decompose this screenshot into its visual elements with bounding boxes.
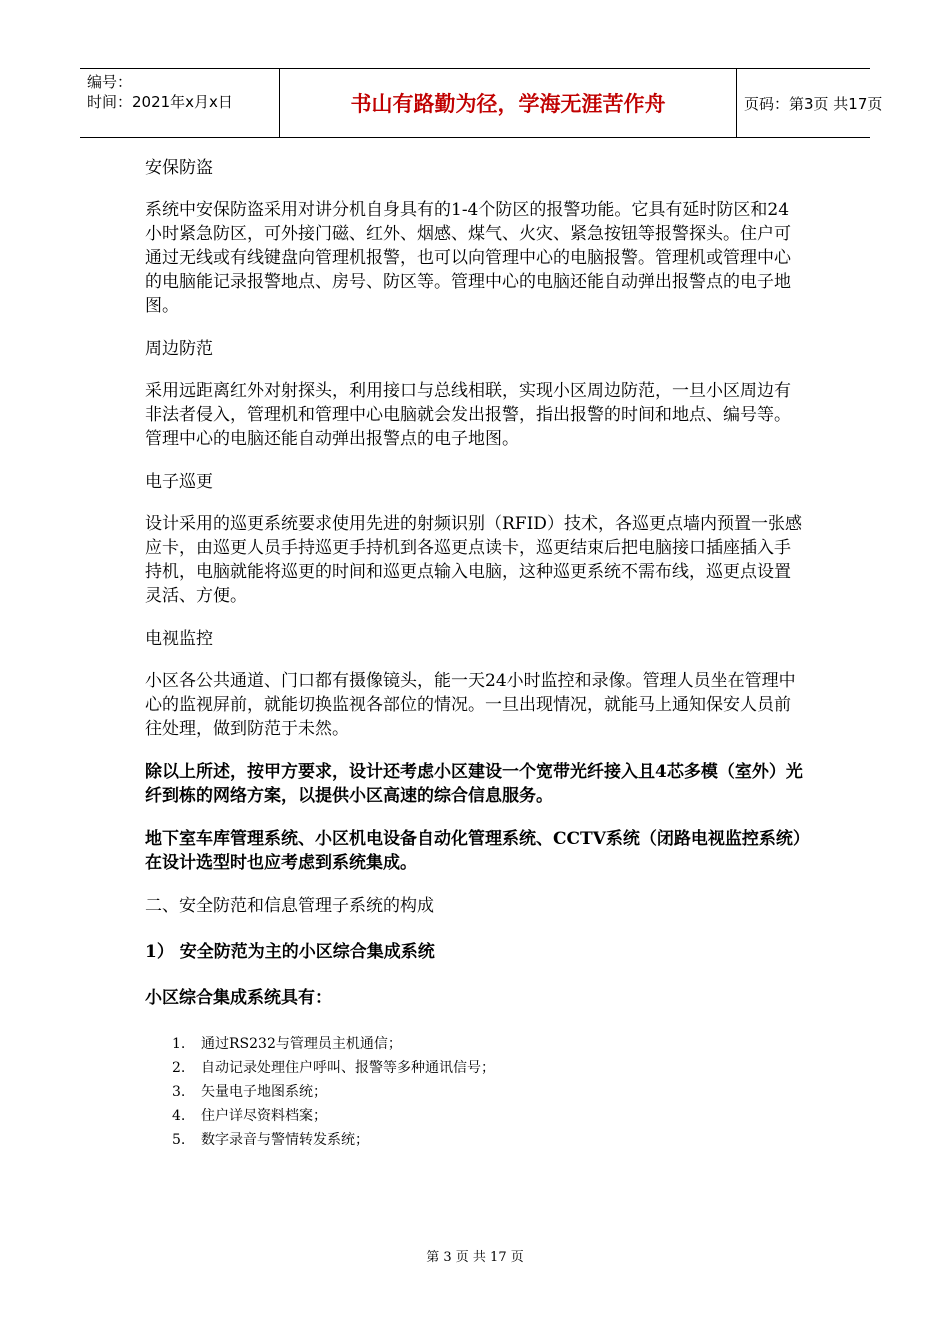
page-footer: 第 3 页 共 17 页: [426, 1250, 524, 1265]
header-info-cell: [80, 69, 280, 137]
document-date-label: 时间：2021年x月x日: [87, 93, 233, 111]
list-item: [145, 1032, 805, 1056]
header-motto: 书山有路勤为径，学海无涯苦作舟: [280, 69, 737, 137]
section-heading: 周边防范: [145, 339, 213, 359]
list-item-number: 3.: [172, 1084, 186, 1100]
subsection-title: 1） 安全防范为主的小区综合集成系统: [145, 942, 435, 962]
list-item-text: 矢量电子地图系统；: [201, 1084, 327, 1100]
section-paragraph: 设计采用的巡更系统要求使用先进的射频识别（RFID）技术，各巡更点墙内预置一张感应卡，由巡更人员手持巡更手持机到各巡更点读卡，巡更结束后把电脑接口插座插入手持机，电脑就能将巡更的时间和巡更点输入电脑，这种巡更系统不需布线，巡更点设置灵活、方便。: [145, 514, 802, 606]
header-page-label: 页码：第3页 共17页: [744, 94, 883, 113]
list-item-number: 4.: [172, 1108, 186, 1124]
section-paragraph: 系统中安保防盗采用对讲分机自身具有的1-4个防区的报警功能。它具有延时防区和24小时紧急防区，可外接门磁、红外、烟感、煤气、火灾、紧急按钮等报警探头。住户可通过无线或有线键盘向管理机报警，也可以向管理中心的电脑报警。管理机或管理中心的电脑能记录报警地点、房号、防区等。管理中心的电脑还能自动弹出报警点的电子地图。: [145, 200, 791, 316]
list-item: [145, 1128, 805, 1152]
list-item-number: 5.: [172, 1132, 186, 1148]
list-item-number: 1.: [172, 1036, 186, 1052]
list-item-text: 自动记录处理住户呼叫、报警等多种通讯信号；: [201, 1060, 495, 1076]
section-paragraph: 采用远距离红外对射探头，利用接口与总线相联，实现小区周边防范，一旦小区周边有非法者侵入，管理机和管理中心电脑就会发出报警，指出报警的时间和地点、编号等。管理中心的电脑还能自动弹出报警点的电子地图。: [145, 381, 791, 449]
bold-paragraph: 地下室车库管理系统、小区机电设备自动化管理系统、CCTV系统（闭路电视监控系统）在设计选型时也应考虑到系统集成。: [145, 829, 802, 873]
list-item: [145, 1080, 805, 1104]
list-item-number: 2.: [172, 1060, 186, 1076]
feature-list: [145, 1032, 805, 1152]
section-heading: 电子巡更: [145, 472, 213, 492]
list-item: [145, 1056, 805, 1080]
section-heading: 安保防盗: [145, 158, 213, 178]
document-number-label: 编号：: [87, 73, 133, 91]
document-body: [145, 156, 805, 1152]
page-header: [80, 68, 883, 138]
section-paragraph: 小区各公共通道、门口都有摄像镜头，能一天24小时监控和录像。管理人员坐在管理中心的监视屏前，就能切换监视各部位的情况。一旦出现情况，就能马上通知保安人员前往处理，做到防范于未然。: [145, 671, 796, 739]
list-item-text: 住户详尽资料档案；: [201, 1108, 327, 1124]
list-item: [145, 1104, 805, 1128]
bold-paragraph: 除以上所述，按甲方要求，设计还考虑小区建设一个宽带光纤接入且4芯多模（室外）光纤到栋的网络方案，以提供小区高速的综合信息服务。: [145, 762, 803, 806]
section-heading: 电视监控: [145, 629, 213, 649]
section-two-title: 二、安全防范和信息管理子系统的构成: [145, 896, 434, 916]
list-item-text: 数字录音与警情转发系统；: [201, 1132, 369, 1148]
list-intro: 小区综合集成系统具有：: [145, 988, 332, 1008]
list-item-text: 通过RS232与管理员主机通信；: [201, 1036, 402, 1052]
